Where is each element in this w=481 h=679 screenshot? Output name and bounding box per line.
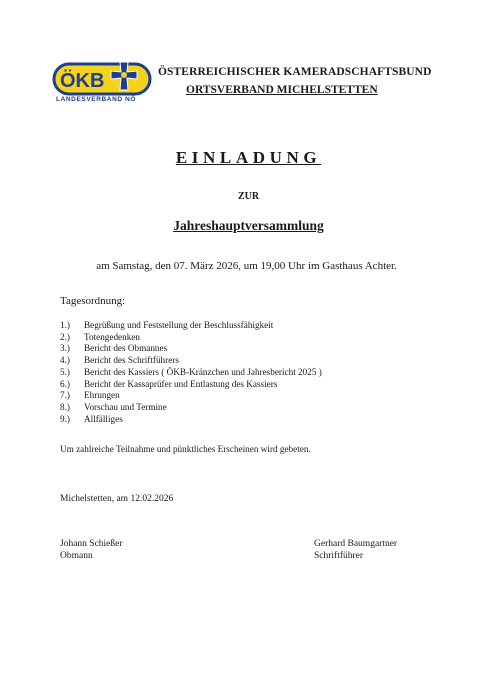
agenda-list <box>60 320 322 425</box>
meeting-subject: Jahreshauptversammlung <box>173 218 324 233</box>
agenda-item: 4.) Bericht des Schriftführers <box>60 355 179 366</box>
branch-name: ORTSVERBAND MICHELSTETTEN <box>186 84 378 96</box>
closing-remark: Um zahlreiche Teilnahme und pünktliches Erscheinen wird gebeten. <box>60 444 311 454</box>
agenda-item: 1.) Begrüßung und Feststellung der Beschlussfähigkeit <box>60 320 274 330</box>
okb-logo-icon <box>52 58 152 116</box>
place-and-date: Michelstetten, am 12.02.2026 <box>60 494 174 504</box>
agenda-item: 5.) Bericht des Kassiers ( ÖKB-Kränzchen und Jahresbericht 2025 ) <box>60 366 322 377</box>
signatory-right <box>314 538 397 562</box>
logo-caption: LANDESVERBAND NÖ <box>56 96 137 103</box>
invitation-title: EINLADUNG <box>175 148 322 167</box>
agenda-item: 9.) Allfälliges <box>60 413 123 424</box>
signatory-name: Johann Schießer <box>60 539 123 549</box>
agenda-heading: Tagesordnung: <box>60 295 126 307</box>
agenda-item: 6.) Bericht der Kassaprüfer und Entlastung des Kassiers <box>60 378 278 389</box>
invitation-connector: ZUR <box>237 191 260 202</box>
agenda-item: 7.) Ehrungen <box>60 390 120 401</box>
agenda-item: 2.) Totengedenken <box>60 331 140 342</box>
signatory-role: Obmann <box>60 551 93 561</box>
agenda-item: 8.) Vorschau und Termine <box>60 401 167 412</box>
signatory-name: Gerhard Baumgartner <box>314 539 398 549</box>
signatory-role: Schriftführer <box>314 551 364 561</box>
agenda-item: 3.) Bericht des Obmannes <box>60 343 168 354</box>
logo-letters: ÖKB <box>60 70 105 92</box>
meeting-date-location: am Samstag, den 07. März 2026, um 19,00 Uhr im Gasthaus Achter. <box>96 260 397 272</box>
organization-name: ÖSTERREICHISCHER KAMERADSCHAFTSBUND <box>158 66 432 78</box>
signatory-left <box>60 538 123 562</box>
